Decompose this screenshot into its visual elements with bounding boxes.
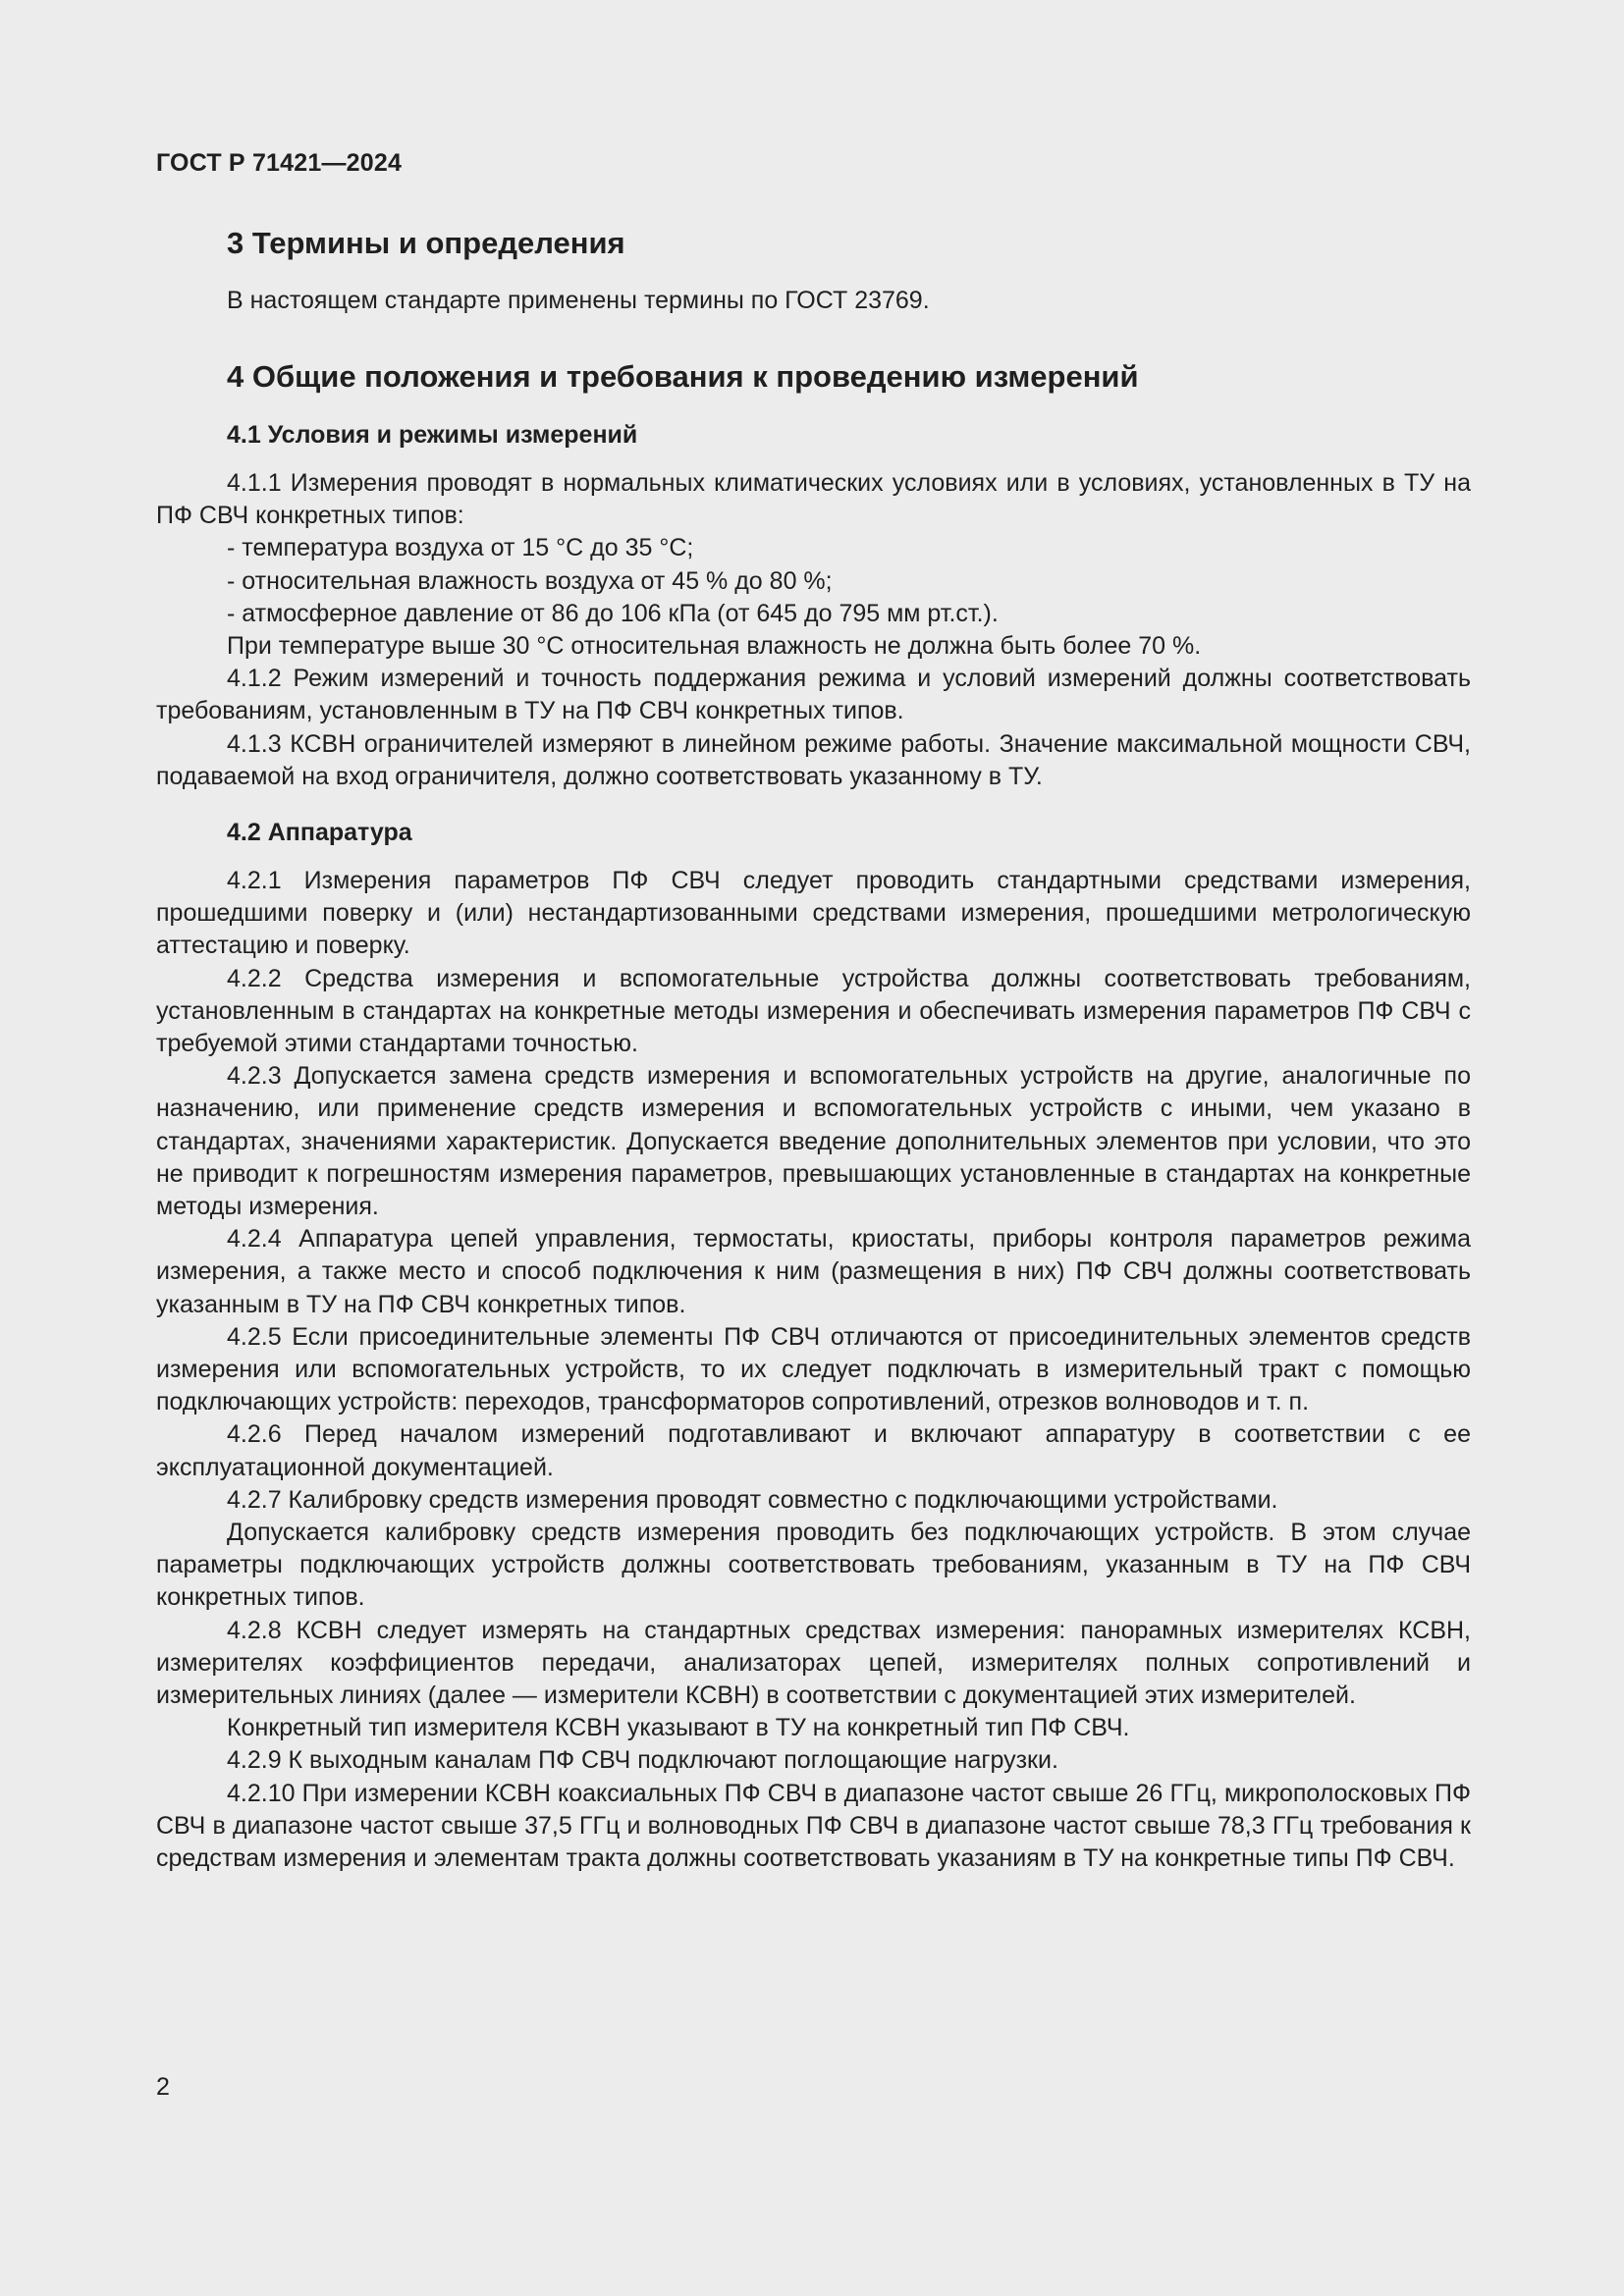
paragraph-4-1-3: 4.1.3 КСВН ограничителей измеряют в линейном режиме работы. Значение максимальной мощности СВЧ, подаваемой на вход ограничителя, должно соответствовать указанному в ТУ. (156, 729, 1471, 790)
paragraph-4-2-10: 4.2.10 При измерении КСВН коаксиальных ПФ СВЧ в диапазоне частот свыше 26 ГГц, микрополосковых ПФ СВЧ в диапазоне частот свыше 37,5 ГГц и волноводных ПФ СВЧ в диапазоне частот свыше 78,3 ГГц требования к средствам измерения и элементам тракта должны соответствовать указаниям в ТУ на конкретные типы ПФ СВЧ. (156, 1779, 1471, 1873)
paragraph-4-2-8-note: Конкретный тип измерителя КСВН указывают в ТУ на конкретный тип ПФ СВЧ. (227, 1714, 1130, 1742)
paragraph-4-2-9: 4.2.9 К выходным каналам ПФ СВЧ подключают поглощающие нагрузки. (227, 1746, 1058, 1775)
bullet-pressure: - атмосферное давление от 86 до 106 кПа (от 645 до 795 мм рт.ст.). (227, 599, 999, 627)
paragraph-4-1-2: 4.1.2 Режим измерений и точность поддержания режима и условий измерений должны соответствовать требованиям, установленным в ТУ на ПФ СВЧ конкретных типов. (156, 665, 1471, 725)
paragraph-4-2-1: 4.2.1 Измерения параметров ПФ СВЧ следует проводить стандартными средствами измерения, прошедшими поверку и (или) нестандартизованными средствами измерения, прошедшими метрологическую аттестацию и поверку. (156, 867, 1471, 960)
paragraph-4-2-6: 4.2.6 Перед началом измерений подготавливают и включают аппаратуру в соответствии с ее эксплуатационной документацией. (156, 1420, 1471, 1481)
document-header: ГОСТ Р 71421—2024 (156, 149, 403, 177)
paragraph-4-2-8: 4.2.8 КСВН следует измерять на стандартных средствах измерения: панорамных измерителях КСВН, измерителях коэффициентов передачи, анализаторах цепей, измерителях полных сопротивлений и измерительных линиях (далее — измерители КСВН) в соответствии с документацией этих измерителей. (156, 1616, 1471, 1710)
paragraph-4-2-2: 4.2.2 Средства измерения и вспомогательные устройства должны соответствовать требованиям, установленным в стандартах на конкретные методы измерения и обеспечивать измерения параметров ПФ СВЧ с требуемой этими стандартами точностью. (156, 964, 1471, 1058)
section-4-title: 4 Общие положения и требования к проведению измерений (227, 359, 1139, 394)
bullet-humidity: - относительная влажность воздуха от 45 % до 80 %; (227, 566, 833, 595)
paragraph-4-2-3: 4.2.3 Допускается замена средств измерения и вспомогательных устройств на другие, аналогичные по назначению, или применение средств измерения и вспомогательных устройств с иными, чем указано в стандартах, значениями характеристик. Допускается введение дополнительных элементов при условии, что это не приводит к погрешностям измерения параметров, превышающих установленные в стандартах на конкретные методы измерения. (156, 1062, 1471, 1221)
paragraph-4-2-7: 4.2.7 Калибровку средств измерения проводят совместно с подключающими устройствами. (227, 1485, 1278, 1514)
paragraph-4-2-4: 4.2.4 Аппаратура цепей управления, термостаты, криостаты, приборы контроля параметров режима измерения, а также место и способ подключения к ним (размещения в них) ПФ СВЧ должны соответствовать указанным в ТУ на ПФ СВЧ конкретных типов. (156, 1225, 1471, 1318)
bullet-temperature: - температура воздуха от 15 °С до 35 °С; (227, 534, 694, 562)
paragraph-4-1-1-note: При температуре выше 30 °С относительная влажность не должна быть более 70 %. (227, 632, 1202, 661)
paragraph-4-1-1: 4.1.1 Измерения проводят в нормальных климатических условиях или в условиях, установленных в ТУ на ПФ СВЧ конкретных типов: (156, 469, 1471, 530)
section-3-text: В настоящем стандарте применены термины по ГОСТ 23769. (227, 287, 930, 314)
section-4-1-title: 4.1 Условия и режимы измерений (227, 421, 638, 449)
paragraph-4-2-5: 4.2.5 Если присоединительные элементы ПФ СВЧ отличаются от присоединительных элементов средств измерения или вспомогательных устройств, то их следует подключать в измерительный тракт с помощью подключающих устройств: переходов, трансформаторов сопротивлений, отрезков волноводов и т. п. (156, 1322, 1471, 1416)
paragraph-4-2-7-note: Допускается калибровку средств измерения проводить без подключающих устройств. В этом случае параметры подключающих устройств должны соответствовать требованиям, указанным в ТУ на ПФ СВЧ конкретных типов. (156, 1519, 1471, 1612)
page-number: 2 (156, 2073, 170, 2101)
section-4-2-body (156, 865, 1471, 1875)
section-4-2-title: 4.2 Аппаратура (227, 819, 412, 846)
section-4-1-body (156, 467, 1471, 793)
section-3-title: 3 Термины и определения (227, 226, 625, 260)
